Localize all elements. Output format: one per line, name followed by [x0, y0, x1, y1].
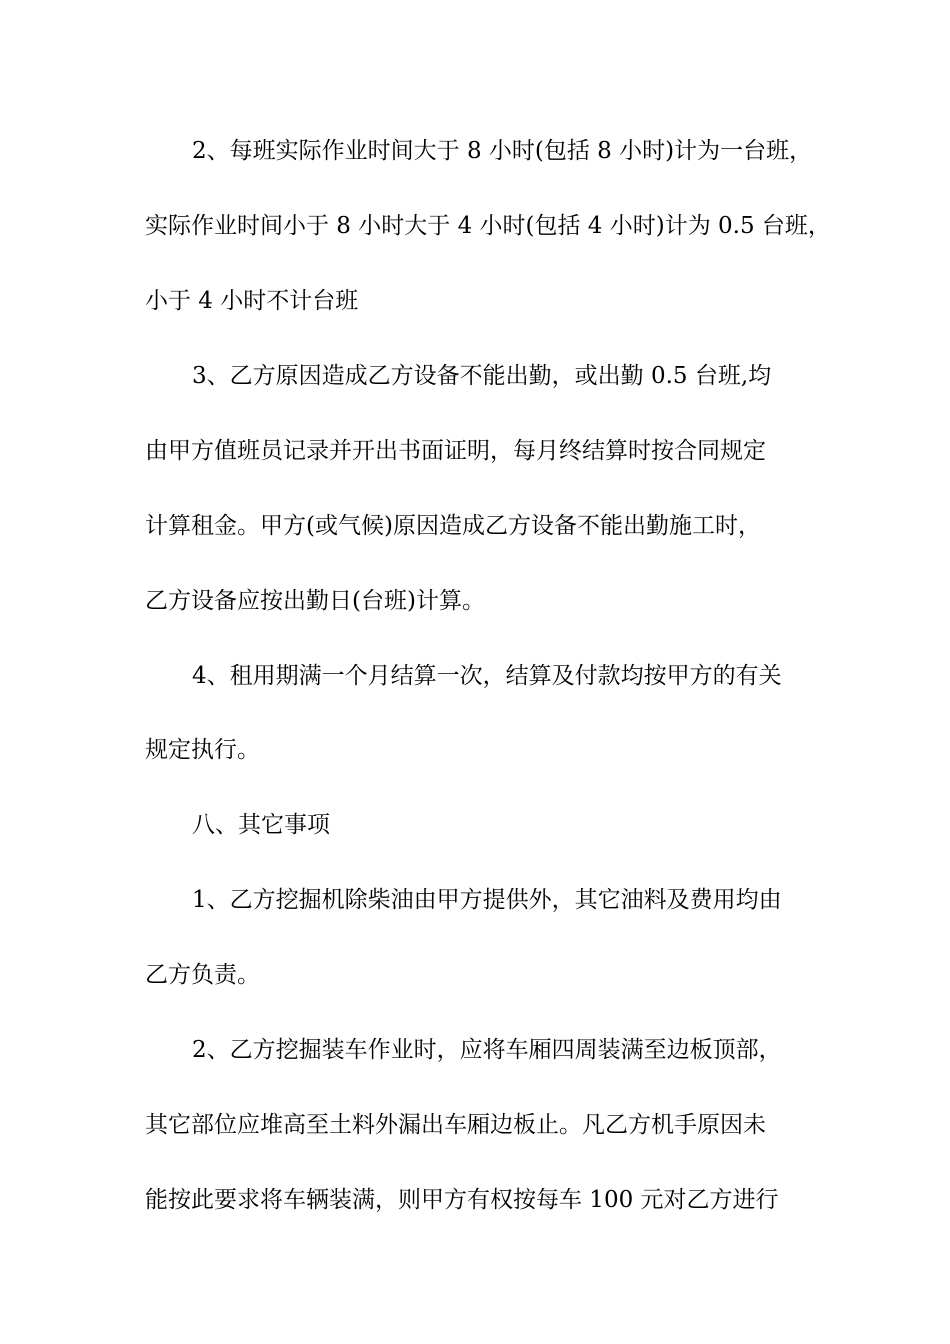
text-line: 4、租用期满一个月结算一次，结算及付款均按甲方的有关: [192, 663, 782, 689]
text-line: 乙方设备应按出勤日(台班)计算。: [145, 588, 485, 614]
text-line: 2、每班实际作业时间大于 8 小时(包括 8 小时)计为一台班，: [192, 138, 813, 164]
text-line: 其它部位应堆高至土料外漏出车厢边板止。凡乙方机手原因未: [145, 1112, 766, 1138]
text-line: 实际作业时间小于 8 小时大于 4 小时(包括 4 小时)计为 0.5 台班，: [145, 213, 831, 239]
text-line: 3、乙方原因造成乙方设备不能出勤，或出勤 0.5 台班,均: [192, 363, 772, 389]
text-line: 由甲方值班员记录并开出书面证明，每月终结算时按合同规定: [145, 438, 766, 464]
text-line: 乙方负责。: [145, 962, 260, 988]
text-line: 小于 4 小时不计台班: [145, 288, 359, 314]
text-line: 2、乙方挖掘装车作业时，应将车厢四周装满至边板顶部，: [192, 1037, 782, 1063]
text-line: 计算租金。甲方(或气候)原因造成乙方设备不能出勤施工时，: [145, 513, 761, 539]
text-line: 能按此要求将车辆装满，则甲方有权按每车 100 元对乙方进行: [145, 1187, 779, 1213]
section-heading: 八、其它事项: [192, 812, 330, 838]
text-line: 规定执行。: [145, 737, 260, 763]
text-line: 1、乙方挖掘机除柴油由甲方提供外，其它油料及费用均由: [192, 887, 782, 913]
